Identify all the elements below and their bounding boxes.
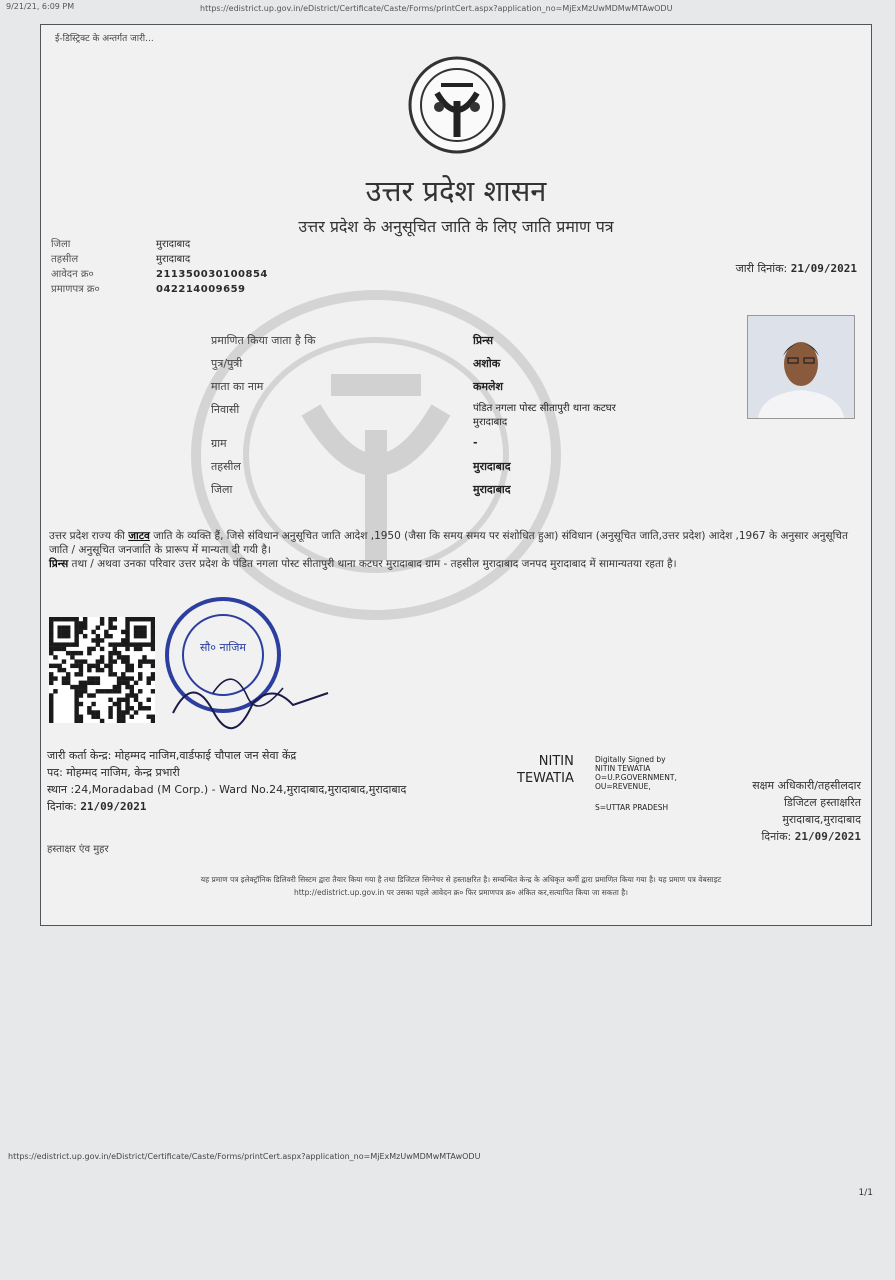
top-note: ई-डिस्ट्रिक्ट के अन्तर्गत जारी... — [55, 34, 154, 44]
certificate-subtitle: उत्तर प्रदेश के अनुसूचित जाति के लिए जाति प्रमाण पत्र — [298, 217, 614, 236]
meta-row — [51, 282, 268, 297]
meta-label: आवेदन क्र० — [51, 269, 94, 280]
print-footer-url: https://edistrict.up.gov.in/eDistrict/Certificate/Caste/Forms/printCert.aspx?application_no=MjExMzUwMDMwMTAwODU — [8, 1152, 481, 1161]
detail-row — [211, 356, 616, 379]
tehsil: मुरादाबाद — [473, 460, 511, 473]
officer-date-label: दिनांक: — [761, 830, 792, 843]
person-photo-icon — [748, 316, 854, 418]
detail-row — [211, 459, 616, 482]
meta-label: प्रमाणपत्र क्र० — [51, 284, 100, 295]
para-line1b: जाति के व्यक्ति हैं, जिसे संविधान अनुसूचित जाति आदेश ,1950 (जैसा कि समय समय पर संशोधित हुआ) संविधान (अनुसूचित जाति,उत्तर प्रदेश) आदेश ,1967 के अनुसार अनुसूचित जाति / अनुसूचित जनजाति के प्रारूप में मान्यता दी गयी है। — [49, 530, 848, 556]
signature-seal-label: हस्ताक्षर एंव मुहर — [47, 844, 109, 855]
detail-label: पुत्र/पुत्री — [211, 357, 243, 370]
issuer-block — [47, 747, 406, 815]
issue-date — [736, 261, 857, 276]
certificate-title: उत्तर प्रदेश शासन — [365, 174, 547, 208]
residence — [473, 402, 616, 436]
meta-label: तहसील — [51, 254, 79, 265]
signer-name-line2: TEWATIA — [517, 771, 574, 786]
detail-row — [211, 379, 616, 402]
officer-title: सक्षम अधिकारी/तहसीलदार — [752, 779, 861, 792]
meta-row — [51, 267, 268, 282]
qr-code-icon — [49, 617, 155, 723]
detail-row — [211, 333, 616, 356]
village: - — [473, 436, 478, 449]
digital-signature-info — [595, 755, 677, 812]
detail-label: निवासी — [211, 403, 240, 416]
seal-stamp — [153, 593, 333, 743]
officer-date — [752, 828, 861, 845]
district: मुरादाबाद — [473, 483, 511, 496]
para-name: प्रिन्स — [49, 558, 69, 570]
para-line1a: उत्तर प्रदेश राज्य की — [49, 530, 125, 542]
issuer-post: पद: मोहम्मद नाजिम, केन्द्र प्रभारी — [47, 766, 180, 779]
digital-signer-name — [517, 753, 574, 787]
meta-value: मुरादाबाद — [156, 254, 191, 265]
officer-place: मुरादाबाद,मुरादाबाद — [782, 813, 861, 826]
application-number: 211350030100854 — [156, 269, 268, 280]
meta-label: जिला — [51, 239, 71, 250]
footer-line2: http://edistrict.up.gov.in पर उसका पहले आवेदन क्र० फिर प्रमाणपत्र क्र० अंकित कर,सत्यापित किया जा सकता है। — [293, 888, 629, 897]
residence-line1: पंडित नगला पोस्ट सीतापुरी थाना कटघर — [473, 403, 616, 414]
officer-date-value: 21/09/2021 — [794, 830, 861, 843]
mother-name: कमलेश — [473, 380, 503, 393]
signer-name-line1: NITIN — [538, 754, 574, 769]
detail-label: माता का नाम — [211, 380, 264, 393]
print-datetime: 9/21/21, 6:09 PM — [6, 2, 75, 11]
print-page-number: 1/1 — [858, 1188, 873, 1198]
signer-info-line: O=U.P.GOVERNMENT, — [595, 773, 677, 782]
father-name: अशोक — [473, 357, 501, 370]
detail-row — [211, 436, 616, 459]
para-line2: तथा / अथवा उनका परिवार उत्तर प्रदेश के पंडित नगला पोस्ट सीतापुरी थाना कटघर मुरादाबाद ग्राम - तहसील मुरादाबाद जनपद मुरादाबाद में सामान्यतया रहता है। — [71, 558, 677, 570]
signer-info-line: S=UTTAR PRADESH — [595, 803, 669, 812]
meta-value: मुरादाबाद — [156, 239, 191, 250]
caste-name: जाटव — [128, 530, 150, 542]
officer-sign: डिजिटल हस्ताक्षरित — [784, 796, 861, 809]
applicant-photo — [747, 315, 855, 419]
detail-label: जिला — [211, 483, 233, 496]
applicant-name: प्रिन्स — [473, 334, 494, 347]
meta-block — [51, 237, 268, 297]
issuer-date-value: 21/09/2021 — [80, 800, 147, 813]
issue-date-value: 21/09/2021 — [790, 262, 857, 275]
stamp-text: सौ० नाजिम — [199, 641, 247, 654]
print-url: https://edistrict.up.gov.in/eDistrict/Certificate/Caste/Forms/printCert.aspx?application_no=MjExMzUwMDMwMTAwODU — [200, 4, 673, 13]
up-emblem-logo — [407, 55, 507, 155]
issue-date-label: जारी दिनांक: — [735, 262, 788, 275]
detail-row — [211, 402, 616, 436]
footer-line1: यह प्रमाण पत्र इलेक्ट्रॉनिक डिलिवरी सिस्टम द्वारा तैयार किया गया है तथा डिजिटल सिग्नेचर से हस्ताक्षरित है। सम्बन्धित केन्द्र के अधिकृत कर्मी द्वारा प्रमाणित किया गया है। यह प्रमाण पत्र वेबसाइट — [200, 875, 722, 884]
detail-label: तहसील — [211, 460, 241, 473]
issuer-center: जारी कर्ता केन्द्र: मोहम्मद नाजिम,वार्डफाई चौपाल जन सेवा केंद्र — [47, 749, 297, 762]
applicant-details — [211, 333, 616, 505]
issuer-place: स्थान :24,Moradabad (M Corp.) - Ward No.24,मुरादाबाद,मुरादाबाद,मुरादाबाद — [47, 783, 407, 796]
certificate-footer — [71, 873, 851, 899]
detail-row — [211, 482, 616, 505]
issuer-date — [47, 798, 406, 815]
signer-info-line: Digitally Signed by — [595, 755, 666, 764]
detail-label: प्रमाणित किया जाता है कि — [211, 334, 316, 347]
signer-info-line: OU=REVENUE, — [595, 782, 651, 791]
certification-paragraph — [49, 529, 854, 571]
meta-row — [51, 252, 268, 267]
issuer-date-label: दिनांक: — [47, 800, 77, 813]
officer-block — [752, 777, 861, 845]
residence-line2: मुरादाबाद — [473, 417, 508, 428]
signer-info-line: NITIN TEWATIA — [595, 764, 651, 773]
certificate-number: 042214009659 — [156, 284, 246, 295]
meta-row — [51, 237, 268, 252]
detail-label: ग्राम — [211, 437, 227, 450]
caste-certificate — [40, 24, 872, 926]
